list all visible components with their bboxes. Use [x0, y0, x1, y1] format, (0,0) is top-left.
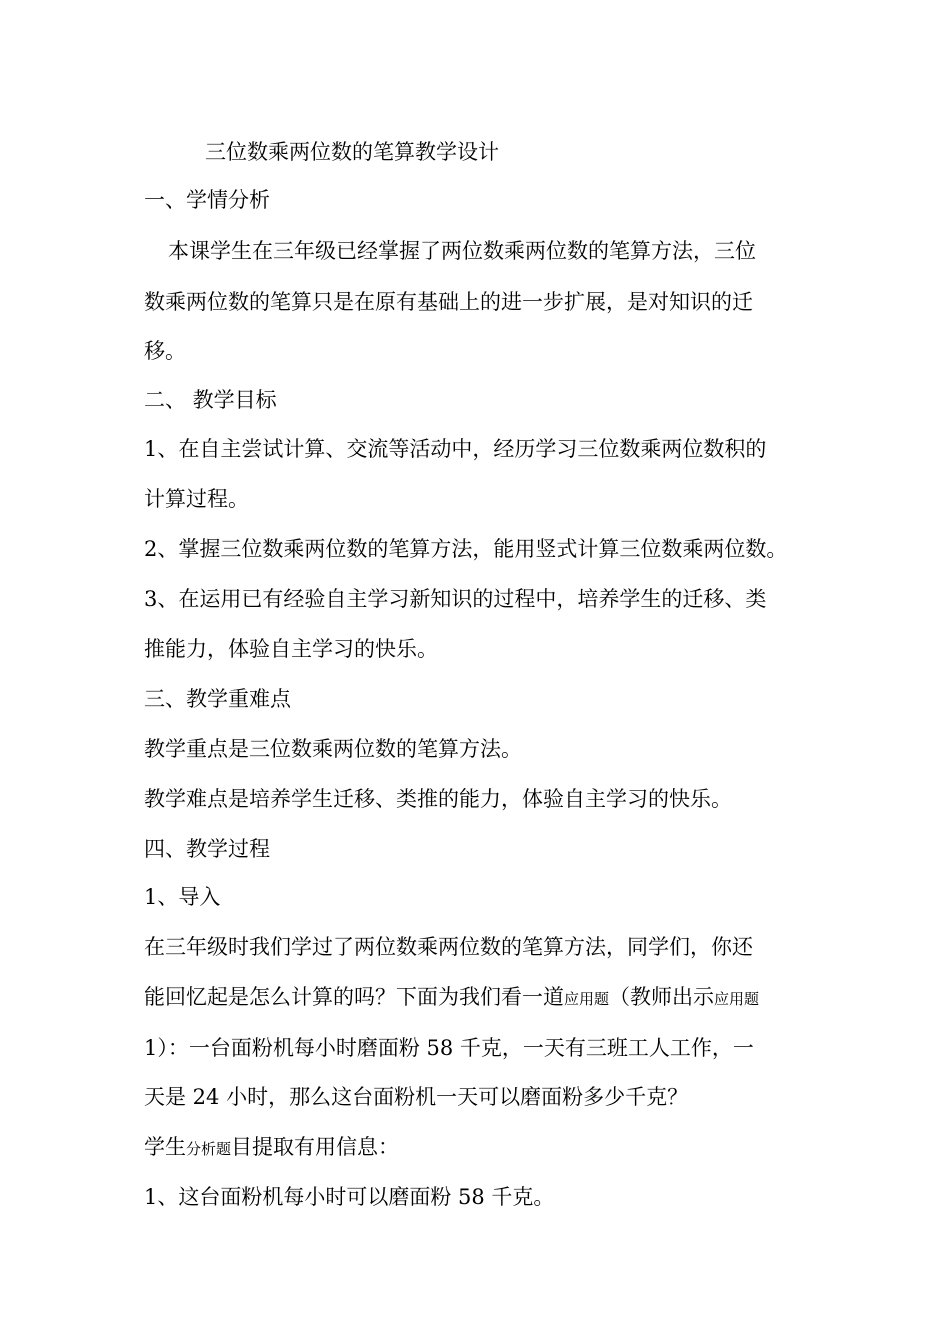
- text-run: （教师出示: [609, 985, 715, 1009]
- section-heading-2: 二、 教学目标: [144, 388, 277, 412]
- paragraph-line: [144, 982, 759, 1012]
- paragraph-line: 教学重点是三位数乘两位数的笔算方法。: [144, 737, 522, 761]
- text-run: 学生: [144, 1135, 186, 1159]
- text-run: 能回忆起是怎么计算的吗？下面为我们看一道: [144, 985, 564, 1009]
- paragraph-line: 本课学生在三年级已经掌握了两位数乘两位数的笔算方法，三位: [168, 239, 756, 263]
- list-item: 1、这台面粉机每小时可以磨面粉 58 千克。: [144, 1185, 555, 1209]
- text-run: 目提取有用信息：: [231, 1135, 400, 1159]
- step-heading: 1、导入: [144, 885, 221, 909]
- section-heading-4: 四、教学过程: [144, 837, 270, 861]
- paragraph-line: 1）：一台面粉机每小时磨面粉 58 千克，一天有三班工人工作，一: [144, 1036, 754, 1060]
- list-item: 3、在运用已有经验自主学习新知识的过程中，培养学生的迁移、类: [144, 587, 767, 611]
- list-item-continuation: 推能力，体验自主学习的快乐。: [144, 637, 438, 661]
- paragraph-line: 教学难点是培养学生迁移、类推的能力，体验自主学习的快乐。: [144, 787, 732, 811]
- list-item-continuation: 计算过程。: [144, 487, 249, 511]
- paragraph-line: 数乘两位数的笔算只是在原有基础上的进一步扩展，是对知识的迁: [144, 290, 753, 314]
- paragraph-line: 移。: [144, 339, 186, 363]
- paragraph-line: 在三年级时我们学过了两位数乘两位数的笔算方法，同学们，你还: [144, 935, 753, 959]
- paragraph-line: [144, 1132, 399, 1162]
- section-heading-1: 一、学情分析: [144, 188, 270, 212]
- text-run-small: 分析题: [186, 1140, 232, 1158]
- document-title: 三位数乘两位数的笔算教学设计: [205, 140, 499, 164]
- list-item: 1、在自主尝试计算、交流等活动中，经历学习三位数乘两位数积的: [144, 437, 767, 461]
- paragraph-line: 天是 24 小时，那么这台面粉机一天可以磨面粉多少千克？: [144, 1085, 689, 1109]
- section-heading-3: 三、教学重难点: [144, 687, 291, 711]
- list-item: 2、掌握三位数乘两位数的笔算方法，能用竖式计算三位数乘两位数。: [144, 537, 788, 561]
- text-run-small: 应用题: [714, 990, 760, 1008]
- text-run-small: 应用题: [564, 990, 610, 1008]
